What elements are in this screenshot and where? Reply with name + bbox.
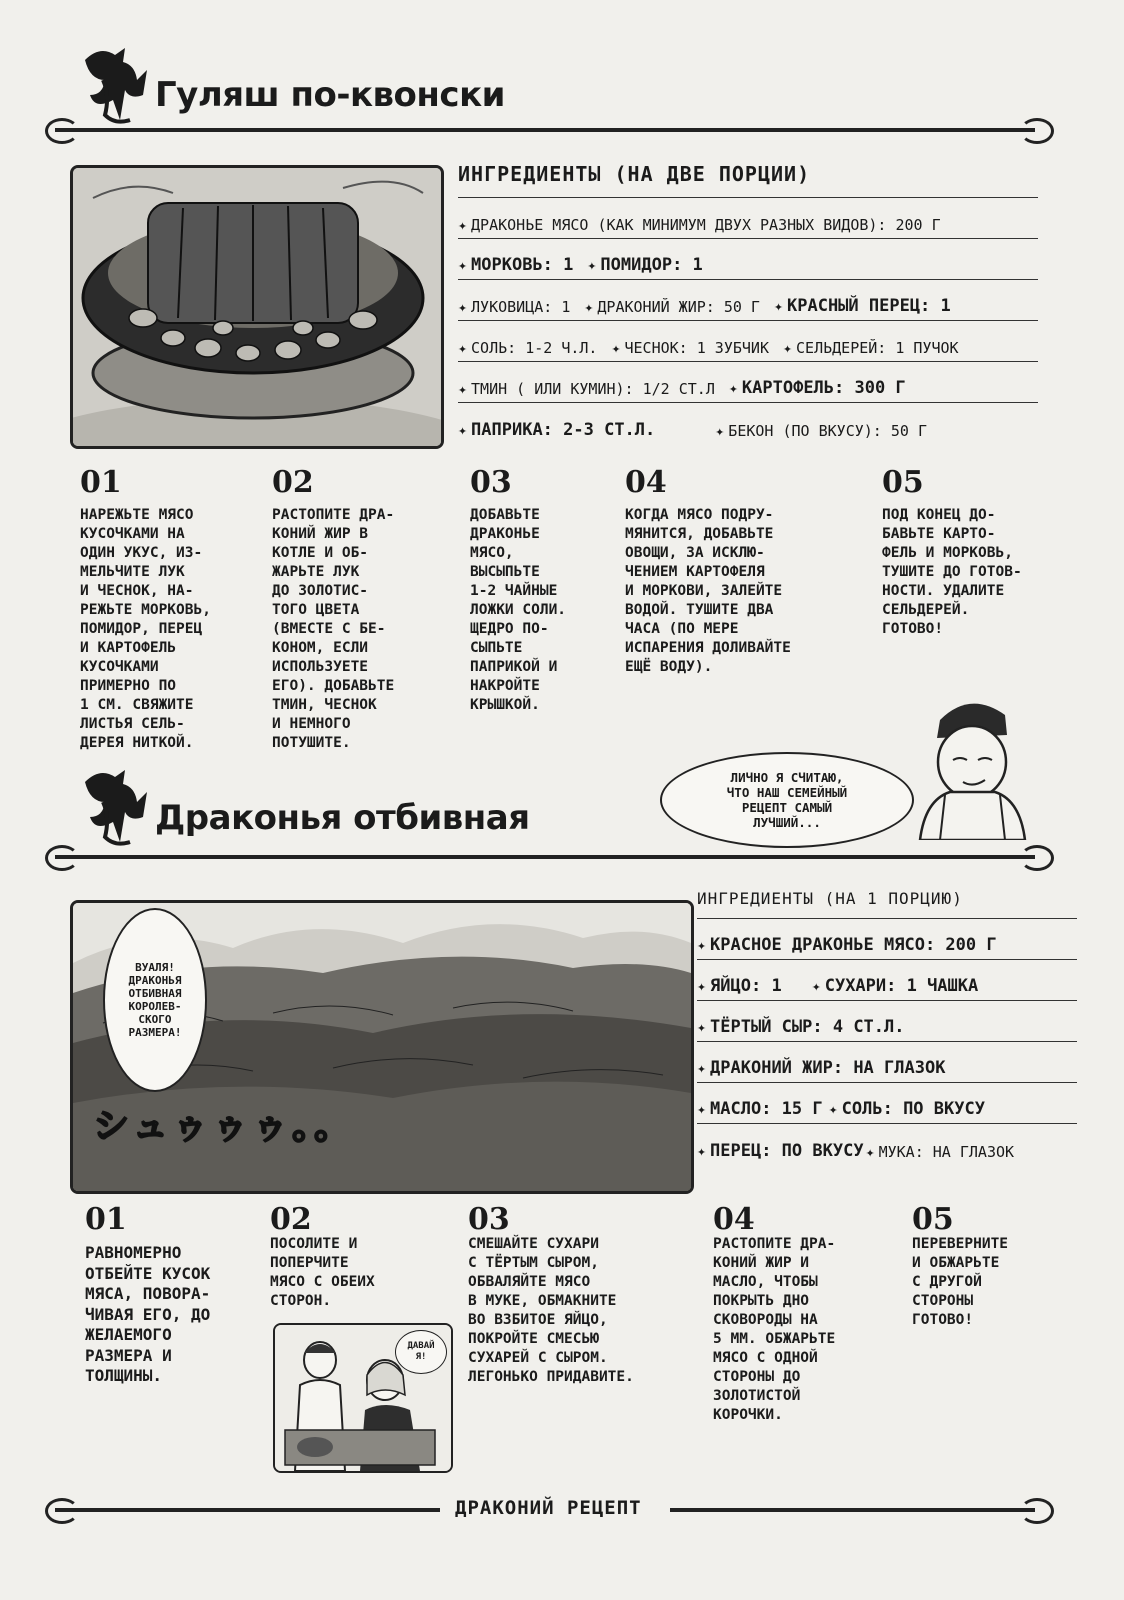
- diamond-bullet-icon: ✦: [697, 1018, 707, 1036]
- rule-curl-left: [45, 845, 79, 871]
- diamond-bullet-icon: ✦: [587, 256, 597, 274]
- ingredient-item: БЕКОН (ПО ВКУСУ): 50 Г: [728, 422, 927, 440]
- ingredient-item: ДРАКОНИЙ ЖИР: 50 Г: [597, 298, 760, 316]
- ingredient-row: [697, 960, 1077, 1001]
- ingredient-item: ТЁРТЫЙ СЫР: 4 СТ.Л.: [710, 1017, 905, 1037]
- diamond-bullet-icon: ✦: [458, 339, 468, 357]
- cutlet-illustration: [70, 900, 694, 1194]
- ingredient-item: ДРАКОНЬЕ МЯСО (КАК МИНИМУМ ДВУХ РАЗНЫХ ВИДОВ): 200 Г: [471, 216, 941, 234]
- rule-curl-left: [45, 1498, 79, 1524]
- section1-ingredients-title: ИНГРЕДИЕНТЫ (НА ДВЕ ПОРЦИИ): [458, 162, 811, 186]
- step-text: ПОСОЛИТЕ И ПОПЕРЧИТЕ МЯСО С ОБЕИХ СТОРОН.: [270, 1236, 375, 1309]
- ingredient-row: [697, 1042, 1077, 1083]
- diamond-bullet-icon: ✦: [728, 379, 738, 397]
- diamond-bullet-icon: ✦: [773, 297, 783, 315]
- step-text: РАВНОМЕРНО ОТБЕЙТЕ КУСОК МЯСА, ПОВОРА- ЧИВАЯ ЕГО, ДО ЖЕЛАЕМОГО РАЗМЕРА И ТОЛЩИНЫ.: [85, 1243, 211, 1385]
- section1-title: Гуляш по-квонски: [155, 75, 505, 115]
- ingredient-item: КРАСНОЕ ДРАКОНЬЕ МЯСО: 200 Г: [710, 935, 997, 955]
- ingredient-row: [697, 1124, 1077, 1165]
- panel-speech-bubble: ВУАЛЯ! ДРАКОНЬЯ ОТБИВНАЯ КОРОЛЕВ- СКОГО РАЗМЕРА!: [103, 908, 207, 1092]
- section1-step: [272, 465, 395, 753]
- step-number: 03: [468, 1202, 510, 1237]
- ingredient-item: МАСЛО: 15 Г: [710, 1099, 823, 1119]
- diamond-bullet-icon: ✦: [458, 298, 468, 316]
- step-number: 01: [85, 1202, 127, 1237]
- diamond-bullet-icon: ✦: [715, 422, 725, 440]
- dragon-emblem-icon: [75, 762, 155, 852]
- step-number: 04: [625, 465, 667, 500]
- goulash-illustration: [70, 165, 444, 449]
- step-text: РАСТОПИТЕ ДРА- КОНИЙ ЖИР В КОТЛЕ И ОБ- ЖАРЬТЕ ЛУК ДО ЗОЛОТИС- ТОГО ЦВЕТА (ВМЕСТЕ С БЕ- КОНОМ, ЕСЛИ ИСПОЛЬЗУЕТЕ ЕГО). ДОБАВЬТЕ ТМИН, ЧЕСНОК И НЕМНОГО ПОТУШИТЕ.: [272, 507, 395, 751]
- ingredient-row: [458, 321, 1038, 362]
- step-number: 02: [272, 465, 314, 500]
- section1-ingredients-list: [458, 197, 1038, 444]
- small-speech-bubble: ДАВАЙ Я!: [395, 1330, 447, 1374]
- diamond-bullet-icon: ✦: [458, 380, 468, 398]
- diamond-bullet-icon: ✦: [458, 216, 468, 234]
- step-number: 05: [912, 1202, 954, 1237]
- ingredient-item: КАРТОФЕЛЬ: 300 Г: [741, 378, 906, 398]
- diamond-bullet-icon: ✦: [811, 977, 821, 995]
- diamond-bullet-icon: ✦: [611, 339, 621, 357]
- ingredient-item: МУКА: НА ГЛАЗОК: [878, 1143, 1015, 1161]
- section2-step: [713, 1202, 836, 1425]
- step-text: ПОД КОНЕЦ ДО- БАВЬТЕ КАРТО- ФЕЛЬ И МОРКОВЬ, ТУШИТЕ ДО ГОТОВ- НОСТИ. УДАЛИТЕ СЕЛЬДЕРЕЙ. ГОТОВО!: [882, 507, 1022, 637]
- section1-step: [470, 465, 567, 715]
- diamond-bullet-icon: ✦: [697, 1100, 707, 1118]
- step-text: КОГДА МЯСО ПОДРУ- МЯНИТСЯ, ДОБАВЬТЕ ОВОЩИ, ЗА ИСКЛЮ- ЧЕНИЕМ КАРТОФЕЛЯ И МОРКОВИ, ЗАЛЕЙТЕ ВОДОЙ. ТУШИТЕ ДВА ЧАСА (ПО МЕРЕ ИСПАРЕНИЯ ДОЛИВАЙТЕ ЕЩЁ ВОДУ).: [625, 507, 791, 675]
- step-number: 02: [270, 1202, 312, 1237]
- step-text: НАРЕЖЬТЕ МЯСО КУСОЧКАМИ НА ОДИН УКУС, ИЗ- МЕЛЬЧИТЕ ЛУК И ЧЕСНОК, НА- РЕЖЬТЕ МОРКОВЬ, ПОМИДОР, ПЕРЕЦ И КАРТОФЕЛЬ КУСОЧКАМИ ПРИМЕРНО ПО 1 СМ. СВЯЖИТЕ ЛИСТЬЯ СЕЛЬ- ДЕРЕЯ НИТКОЙ.: [80, 507, 211, 751]
- ingredient-item: СОЛЬ: 1-2 Ч.Л.: [471, 339, 598, 357]
- diamond-bullet-icon: ✦: [865, 1143, 875, 1161]
- ingredient-row: [458, 362, 1038, 403]
- section1-step: [80, 465, 211, 753]
- ingredient-item: ЧЕСНОК: 1 ЗУБЧИК: [624, 339, 769, 357]
- section1-step: [882, 465, 1022, 639]
- section2-rule: [55, 855, 1035, 859]
- ingredient-row: [458, 280, 1038, 321]
- ingredient-row: [697, 1001, 1077, 1042]
- dragon-emblem-icon: [75, 40, 155, 130]
- ingredient-item: КРАСНЫЙ ПЕРЕЦ: 1: [787, 296, 951, 316]
- rule-curl-right: [1020, 1498, 1054, 1524]
- ingredient-item: СОЛЬ: ПО ВКУСУ: [841, 1099, 985, 1119]
- step-text: СМЕШАЙТЕ СУХАРИ С ТЁРТЫМ СЫРОМ, ОБВАЛЯЙТЕ МЯСО В МУКЕ, ОБМАКНИТЕ ВО ВЗБИТОЕ ЯЙЦО, ПОКРОЙТЕ СМЕСЬЮ СУХАРЕЙ С СЫРОМ. ЛЕГОНЬКО ПРИДАВИТЕ.: [468, 1236, 634, 1385]
- character-portrait-icon: [905, 690, 1035, 840]
- ingredient-item: ПЕРЕЦ: ПО ВКУСУ: [710, 1141, 864, 1161]
- step-text: РАСТОПИТЕ ДРА- КОНИЙ ЖИР И МАСЛО, ЧТОБЫ ПОКРЫТЬ ДНО СКОВОРОДЫ НА 5 ММ. ОБЖАРЬТЕ МЯСО С ОДНОЙ СТОРОНЫ ДО ЗОЛОТИСТОЙ КОРОЧКИ.: [713, 1236, 836, 1423]
- section2-step: [270, 1202, 375, 1311]
- ingredient-item: ПАПРИКА: 2-3 СТ.Л.: [471, 420, 656, 440]
- rule-curl-left: [45, 118, 79, 144]
- diamond-bullet-icon: ✦: [697, 1142, 707, 1160]
- rule-curl-right: [1020, 118, 1054, 144]
- diamond-bullet-icon: ✦: [458, 256, 468, 274]
- ingredient-item: ЛУКОВИЦА: 1: [471, 298, 571, 316]
- ingredient-item: ПОМИДОР: 1: [600, 255, 703, 275]
- section2-step: [468, 1202, 634, 1387]
- ingredient-item: ДРАКОНИЙ ЖИР: НА ГЛАЗОК: [710, 1058, 946, 1078]
- diamond-bullet-icon: ✦: [783, 339, 793, 357]
- section2-step: [912, 1202, 1009, 1330]
- ingredient-item: СУХАРИ: 1 ЧАШКА: [824, 976, 979, 996]
- step-text: ПЕРЕВЕРНИТЕ И ОБЖАРЬТЕ С ДРУГОЙ СТОРОНЫ ГОТОВО!: [912, 1236, 1009, 1328]
- footer-rule-right: [670, 1508, 1035, 1512]
- footer-rule-left: [55, 1508, 440, 1512]
- ingredient-row: [458, 198, 1038, 239]
- small-manga-panel: [273, 1323, 453, 1473]
- diamond-bullet-icon: ✦: [458, 421, 468, 439]
- section2-ingredients-list: [697, 918, 1077, 1165]
- step-text: ДОБАВЬТЕ ДРАКОНЬЕ МЯСО, ВЫСЫПЬТЕ 1-2 ЧАЙНЫЕ ЛОЖКИ СОЛИ. ЩЕДРО ПО- СЫПЬТЕ ПАПРИКОЙ И НАКРОЙТЕ КРЫШКОЙ.: [470, 507, 567, 713]
- diamond-bullet-icon: ✦: [697, 1059, 707, 1077]
- section1-step: [625, 465, 791, 677]
- rule-curl-right: [1020, 845, 1054, 871]
- section2-step: [85, 1202, 211, 1387]
- diamond-bullet-icon: ✦: [697, 977, 707, 995]
- ingredient-item: СЕЛЬДЕРЕЙ: 1 ПУЧОК: [796, 339, 959, 357]
- section1-rule: [55, 128, 1035, 132]
- ingredient-row: [458, 239, 1038, 280]
- section2-ingredients-title: ИНГРЕДИЕНТЫ (НА 1 ПОРЦИЮ): [697, 889, 963, 908]
- section2-title: Драконья отбивная: [155, 798, 530, 838]
- ingredient-row: [697, 1083, 1077, 1124]
- sound-effect-text: シュゥゥゥ。。: [93, 1106, 355, 1147]
- ingredient-item: МОРКОВЬ: 1: [471, 255, 574, 275]
- ingredient-item: ТМИН ( ИЛИ КУМИН): 1/2 СТ.Л: [471, 380, 715, 398]
- step-number: 03: [470, 465, 512, 500]
- speech-bubble: ЛИЧНО Я СЧИТАЮ, ЧТО НАШ СЕМЕЙНЫЙ РЕЦЕПТ САМЫЙ ЛУЧШИЙ...: [660, 752, 914, 848]
- footer-title: ДРАКОНИЙ РЕЦЕПТ: [455, 1497, 642, 1519]
- ingredient-item: ЯЙЦО: 1: [710, 976, 782, 996]
- step-number: 04: [713, 1202, 755, 1237]
- step-number: 05: [882, 465, 924, 500]
- diamond-bullet-icon: ✦: [697, 936, 707, 954]
- diamond-bullet-icon: ✦: [584, 298, 594, 316]
- ingredient-row: [697, 919, 1077, 960]
- diamond-bullet-icon: ✦: [828, 1100, 838, 1118]
- ingredient-row: [458, 403, 1038, 444]
- step-number: 01: [80, 465, 122, 500]
